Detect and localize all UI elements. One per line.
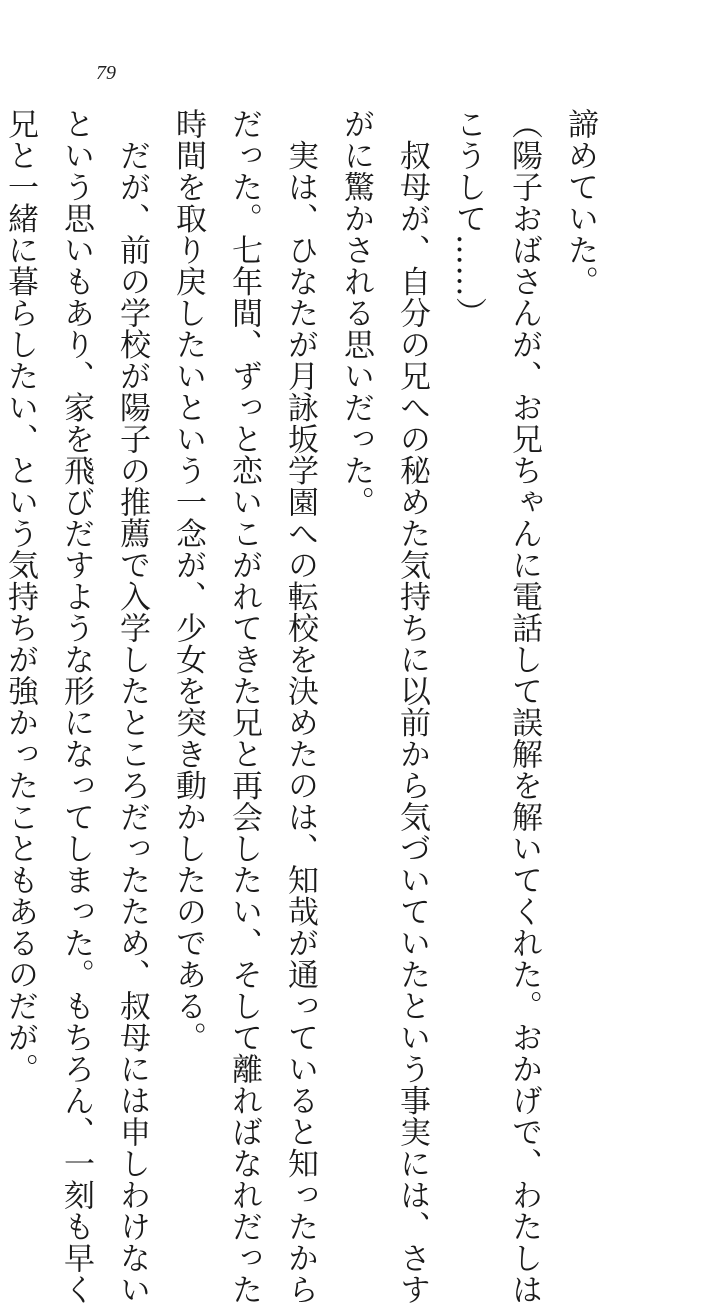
body-text [0,108,608,1305]
text-line: がに驚かされる思いだった。 [338,108,374,518]
text-line: （陽子おばさんが、お兄ちゃんに電話して誤解を解いてくれた。おかげで、わたしは [506,108,542,1305]
text-line: だが、前の学校が陽子の推薦で入学したところだったため、叔母には申しわけない [114,108,150,1305]
text-line: 叔母が、自分の兄への秘めた気持ちに以前から気づいていたという事実には、さす [394,108,430,1305]
page-number: 79 [96,62,116,84]
text-line: 兄と一緒に暮らしたい、という気持ちが強かったこともあるのだが。 [2,108,38,1085]
text-line: 実は、ひなたが月詠坂学園への転校を決めたのは、知哉が通っていると知ったから [282,108,318,1305]
text-line: という思いもあり、家を飛びだすような形になってしまった。もちろん、一刻も早く [58,108,94,1305]
text-line: 時間を取り戻したいという一念が、少女を突き動かしたのである。 [170,108,206,1053]
text-line: だった。七年間、ずっと恋いこがれてきた兄と再会したい、そして離ればなれだった [226,108,262,1305]
text-line: こうして……） [450,108,486,329]
text-line: 諦めていた。 [562,108,598,297]
